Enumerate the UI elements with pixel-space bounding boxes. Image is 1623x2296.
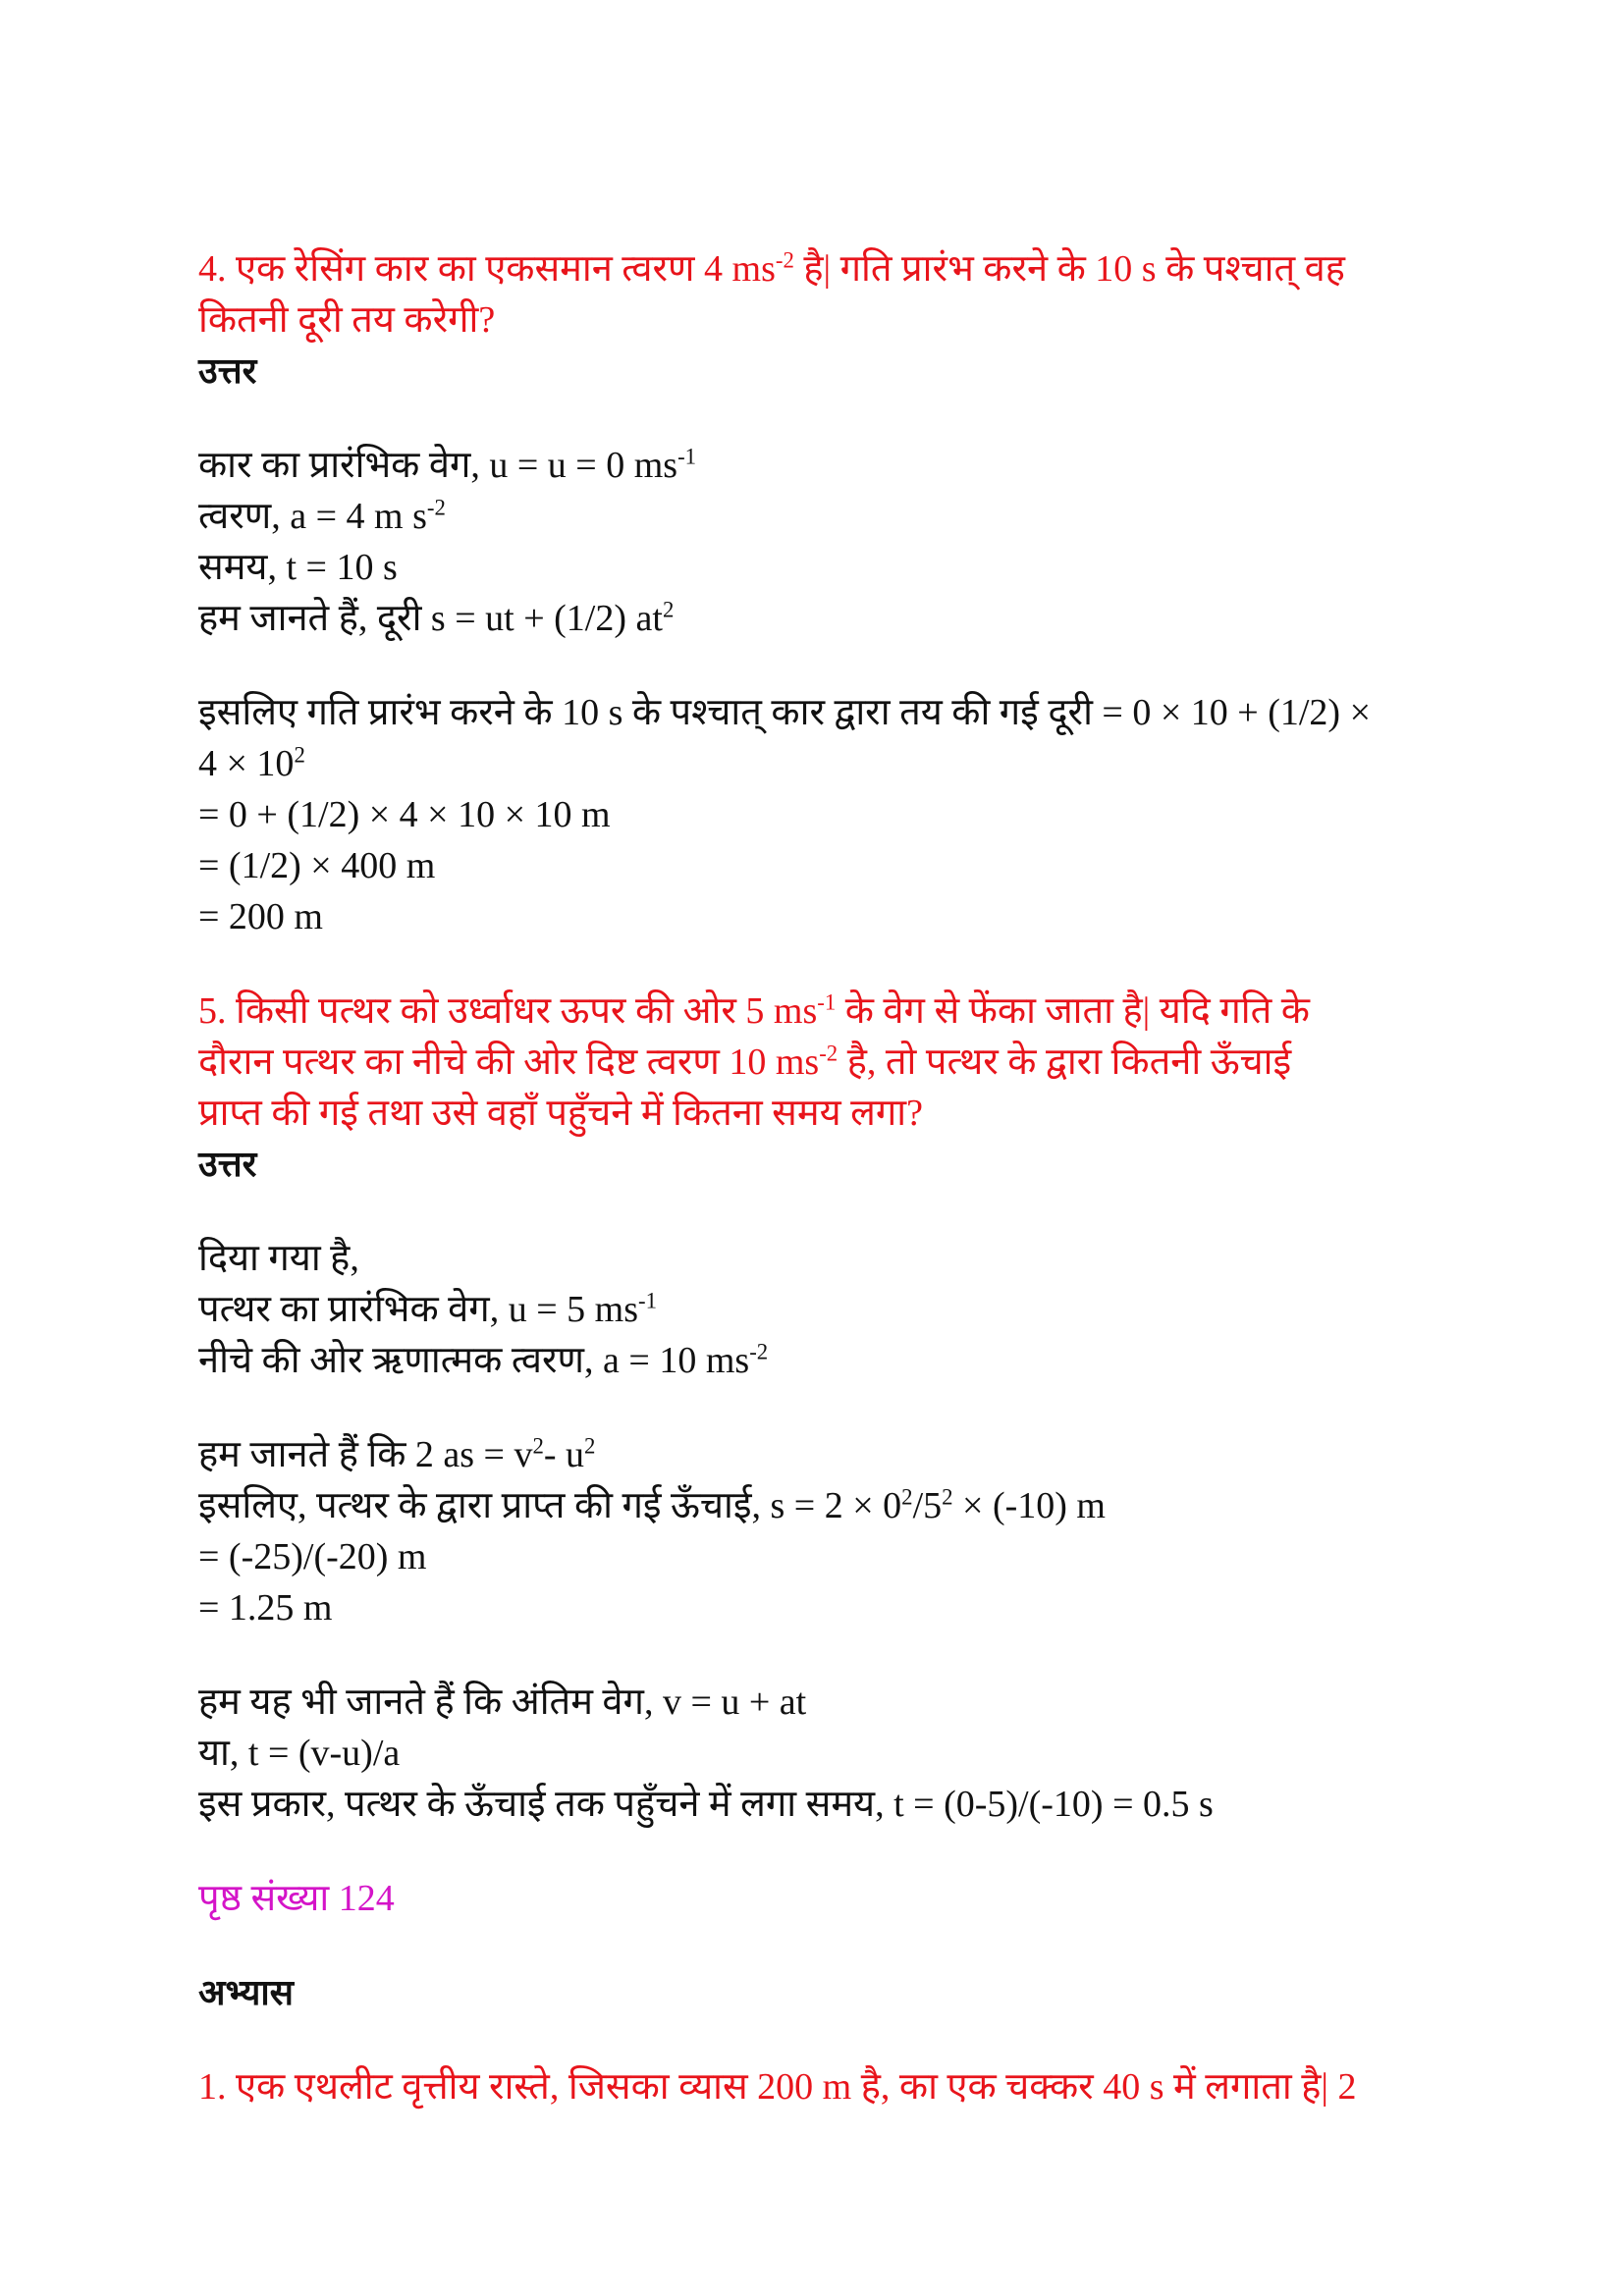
question-5-line-2: दौरान पत्थर का नीचे की ओर दिष्ट त्वरण 10 $ms^{-2}$ है, तो पत्थर के द्वारा कितनी ऊँचाई bbox=[198, 1041, 1292, 1083]
q5-height-step: = (-25)/(-20) m bbox=[198, 1536, 427, 1577]
q4-distance-line-2: $4 \times 10^2$ bbox=[198, 742, 305, 784]
q5-formula: हम जानते हैं कि 2 as = $v^2-$ $u^2$ bbox=[198, 1433, 596, 1475]
q5-time-formula: या, t = (v-u)/a bbox=[198, 1733, 401, 1774]
q4-result: = 200 m bbox=[198, 896, 323, 937]
question-5-line-1: 5. किसी पत्थर को उर्ध्वाधर ऊपर की ओर 5 $ms^{-1}$ के वेग से फेंका जाता है| यदि गति के bbox=[198, 989, 1310, 1032]
exercise-1-line-1: 1. एक एथलीट वृत्तीय रास्ते, जिसका व्यास 200 m है, का एक चक्कर 40 s में लगाता है| 2 bbox=[198, 2066, 1357, 2108]
document-page bbox=[198, 243, 1475, 2112]
answer-heading-q4: उत्तर bbox=[198, 351, 257, 391]
q4-step-1: = 0 + (1/2) × 4 × 10 × 10 m bbox=[198, 794, 611, 835]
q5-height-result: = 1.25 m bbox=[198, 1587, 333, 1629]
page-number: पृष्ठ संख्या 124 bbox=[198, 1878, 395, 1919]
q4-step-2: = (1/2) × 400 m bbox=[198, 845, 436, 886]
q5-acceleration: नीचे की ओर ऋणात्मक त्वरण, a = 10 $ms^{-2}$ bbox=[198, 1339, 769, 1381]
q4-initial-velocity: कार का प्रारंभिक वेग, u = u = 0 $ms^{-1}$ bbox=[198, 444, 697, 486]
question-5-line-3: प्राप्त की गई तथा उसे वहाँ पहुँचने में कितना समय लगा? bbox=[198, 1093, 923, 1134]
q5-initial-velocity: पत्थर का प्रारंभिक वेग, u = 5 $ms^{-1}$ bbox=[198, 1288, 657, 1330]
q4-formula: हम जानते हैं, दूरी s = ut + (1/2) $at^2$ bbox=[198, 597, 675, 639]
q5-final-velocity: हम यह भी जानते हैं कि अंतिम वेग, v = u + at bbox=[198, 1682, 807, 1723]
answer-heading-q5: उत्तर bbox=[198, 1145, 257, 1184]
q5-time-result: इस प्रकार, पत्थर के ऊँचाई तक पहुँचने में लगा समय, t = (0-5)/(-10) = 0.5 s bbox=[198, 1784, 1214, 1825]
q4-distance-line-1: इसलिए गति प्रारंभ करने के 10 s के पश्चात् कार द्वारा तय की गई दूरी = 0 × 10 + (1/2) × bbox=[198, 692, 1371, 733]
question-4-line-2: कितनी दूरी तय करेगी? bbox=[198, 299, 496, 341]
q4-acceleration: त्वरण, a = 4 m $s^{-2}$ bbox=[198, 495, 446, 537]
q4-time: समय, t = 10 s bbox=[198, 547, 398, 588]
q5-height: इसलिए, पत्थर के द्वारा प्राप्त की गई ऊँचाई, $s = 2 \times 0^2/5^2 \times (-10)$ m bbox=[198, 1484, 1106, 1526]
exercise-heading: अभ्यास bbox=[198, 1973, 295, 2012]
question-4-line-1: 4. एक रेसिंग कार का एकसमान त्वरण 4 $ms^{-2}$ है| गति प्रारंभ करने के 10 s के पश्चात् वह bbox=[198, 247, 1345, 290]
q5-given: दिया गया है, bbox=[198, 1238, 359, 1279]
